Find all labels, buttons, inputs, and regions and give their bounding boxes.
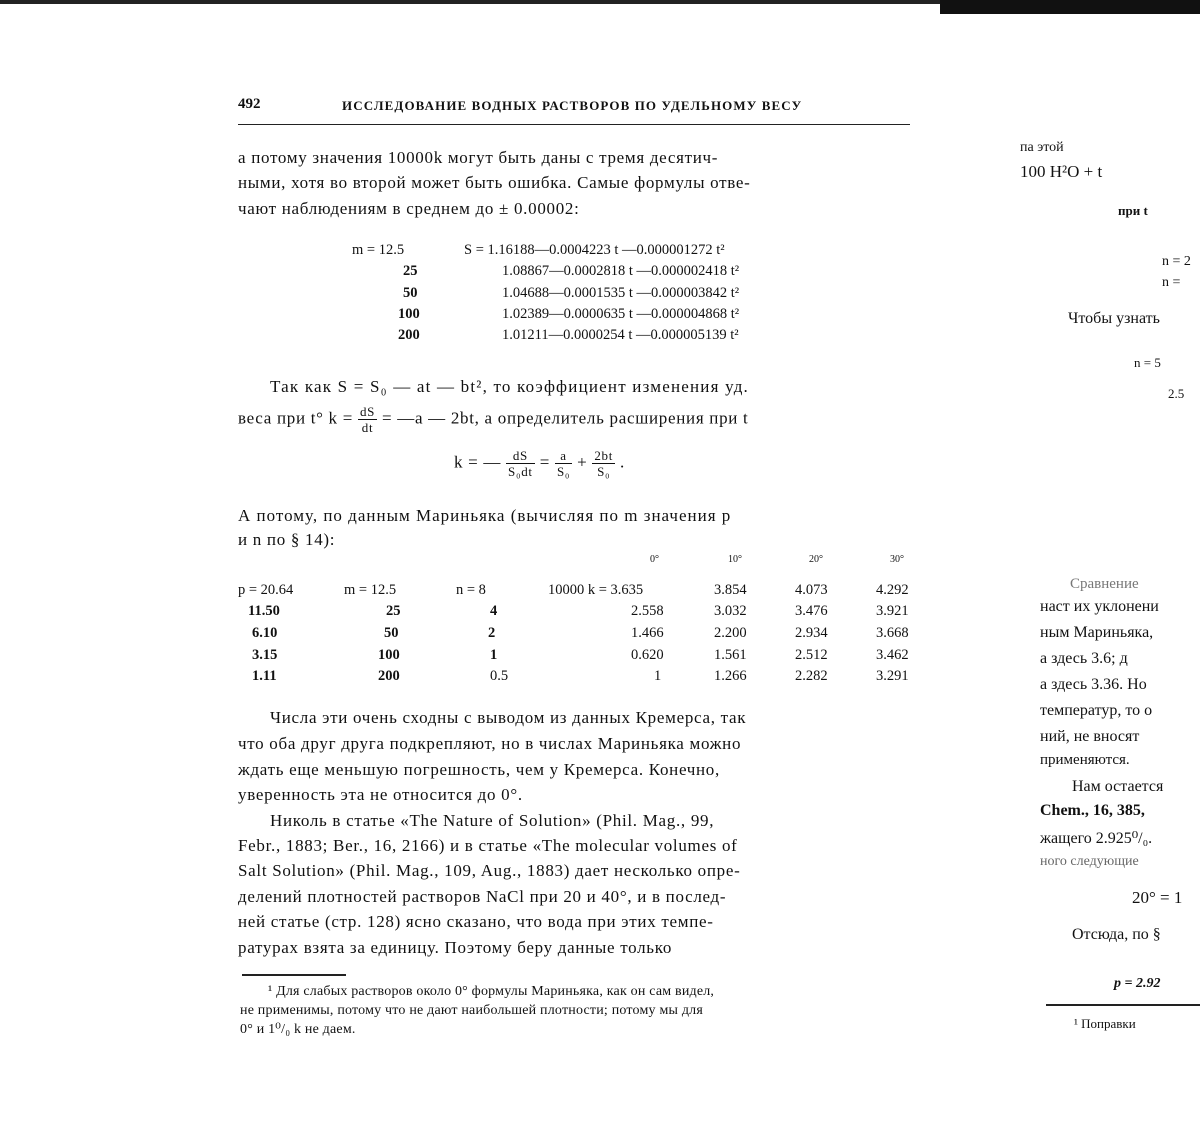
fraction-numerator: dS [359, 404, 376, 419]
right-page-text: ¹ Поправки [1074, 1016, 1136, 1031]
fraction-numerator: 2bt [594, 448, 614, 463]
table-row [238, 603, 918, 625]
scan-top-edge-right [940, 0, 1200, 14]
fraction-numerator: a [555, 448, 572, 464]
cell-k0: 1 [654, 668, 662, 684]
formula-expr: S = 1.16188—0.0004223 t —0.000001272 t² [464, 242, 725, 258]
cell-k10: 1.266 [714, 668, 747, 684]
footnote-line-3: 0° и 1⁰/₀ k не даем. [240, 1022, 356, 1037]
derivative-fraction [358, 404, 377, 435]
cell-p: 1.11 [252, 668, 277, 684]
para-b-line-4: уверенность эта не относится до 0°. [238, 785, 523, 804]
cell-k10: 3.854 [714, 582, 747, 598]
formula-expr: 1.04688—0.0001535 t —0.000003842 t² [502, 285, 740, 301]
cell-m: m = 12.5 [344, 582, 397, 598]
derivation-line-2 [238, 404, 748, 435]
cell-m: 50 [384, 625, 399, 641]
para-c-line-6: ратурах взята за единицу. Поэтому беру данные только [238, 938, 673, 957]
right-page-text: наст их уклонени [1040, 598, 1159, 615]
right-page-text: 20° = 1 [1132, 888, 1183, 907]
intro-line-3: чают наблюдениям в среднем до ± 0.00002: [238, 199, 580, 218]
footnote-line-2: не применимы, потому что не дают наибольшей плотности; потому мы для [240, 1003, 703, 1018]
cell-k30: 3.462 [876, 647, 909, 663]
cell-k20: 2.934 [795, 625, 828, 641]
fraction-denominator: dt [361, 420, 374, 435]
right-page-text: применяются. [1040, 752, 1130, 768]
right-page-text: ным Мариньяка, [1040, 624, 1154, 641]
formula-period: . [619, 452, 625, 472]
right-page-text: 2.5 [1168, 386, 1185, 401]
cell-k20: 4.073 [795, 582, 828, 598]
cell-k10: 2.200 [714, 625, 747, 641]
para-a-line-1: А потому, по данным Мариньяка (вычисляя по m значения p [238, 506, 732, 525]
formula-expr: 1.02389—0.0000635 t —0.000004868 t² [502, 306, 740, 322]
page-number: 492 [238, 96, 261, 112]
formula-plus: + [577, 452, 588, 472]
temp-header: 10° [728, 554, 742, 565]
temp-header: 20° [809, 554, 823, 565]
intro-line-1: а потому значения 10000k могут быть даны с тремя десятич- [238, 148, 719, 167]
right-page-text: Отсюда, по § [1072, 926, 1161, 943]
footnote-rule [242, 974, 346, 976]
cell-m: 100 [378, 647, 400, 663]
cell-p: 3.15 [252, 647, 278, 663]
cell-p: 6.10 [252, 625, 278, 641]
cell-p: 11.50 [248, 603, 280, 619]
cell-k10: 3.032 [714, 603, 747, 619]
temp-header: 0° [650, 554, 659, 565]
right-page-text: n = [1162, 275, 1181, 290]
para-c-line-4: делений плотностей растворов NaCl при 20 и 40°, и в послед- [238, 887, 727, 906]
cell-p: p = 20.64 [238, 582, 294, 598]
fraction-numerator: dS [506, 448, 535, 464]
right-page-text: а здесь 3.36. Но [1040, 676, 1147, 693]
para-c-line-1: Николь в статье «The Nature of Solution» (Phil. Mag., 99, [270, 811, 715, 830]
cell-k30: 4.292 [876, 582, 909, 598]
right-page-text: температур, то о [1040, 702, 1153, 719]
cell-k10: 1.561 [714, 647, 747, 663]
cell-k0: 10000 k = 3.635 [548, 582, 644, 598]
cell-n: 4 [490, 603, 498, 619]
cell-n: 1 [490, 647, 498, 663]
right-page-text: n = 5 [1134, 355, 1161, 370]
formula-expr: 1.08867—0.0002818 t —0.000002418 t² [502, 263, 740, 279]
formula-m: 25 [403, 263, 418, 279]
formula-m: 50 [403, 285, 418, 301]
derivation-text-b: = —a — 2bt, а определитель расширения при t [382, 408, 749, 428]
formula-m: 100 [398, 306, 420, 322]
para-b-line-1: Числа эти очень сходны с выводом из данных Кремерса, так [270, 708, 747, 727]
right-page-text: па этой [1020, 140, 1064, 155]
cell-k20: 2.512 [795, 647, 828, 663]
right-page-text: жащего 2.925⁰/₀. [1040, 830, 1153, 847]
derivation-text-a: веса при t° k = [238, 408, 353, 428]
scan-top-edge [0, 0, 940, 4]
formula-expr: 1.01211—0.0000254 t —0.000005139 t² [502, 327, 739, 343]
cell-k30: 3.921 [876, 603, 909, 619]
formula-fraction [506, 448, 535, 479]
right-page-text: ний, не вносят [1040, 728, 1140, 745]
fraction-denominator: S₀ [556, 464, 571, 479]
cell-m: 200 [378, 668, 400, 684]
table-row [238, 582, 918, 604]
fraction-denominator: S₀dt [508, 464, 533, 479]
right-page-text: Сравнение [1070, 576, 1139, 592]
right-page-text: при t [1118, 203, 1148, 218]
cell-n: n = 8 [456, 582, 486, 598]
table-row [238, 625, 918, 647]
para-c-line-5: ней статье (стр. 128) ясно сказано, что вода при этих темпе- [238, 912, 714, 931]
cell-n: 2 [488, 625, 496, 641]
right-page-text: Нам остается [1072, 778, 1164, 795]
right-page-text: p = 2.92 [1114, 976, 1161, 991]
cell-k20: 3.476 [795, 603, 828, 619]
right-page-text: 100 H²O + t [1020, 162, 1103, 181]
cell-k0: 1.466 [631, 625, 664, 641]
cell-m: 25 [386, 603, 401, 619]
cell-k0: 2.558 [631, 603, 664, 619]
para-c-line-2: Febr., 1883; Ber., 16, 2166) и в статье «The molecular volumes of [238, 836, 738, 855]
formula-m: 200 [398, 327, 420, 343]
formula-m: m = 12.5 [352, 242, 405, 258]
cell-k0: 0.620 [631, 647, 664, 663]
formula-fraction [592, 448, 615, 479]
para-a-line-2: и n по § 14): [238, 530, 336, 549]
para-b-line-2: что оба друг друга подкрепляют, но в числах Мариньяка можно [238, 734, 742, 753]
formula-equals: = [539, 452, 550, 472]
cell-k20: 2.282 [795, 668, 828, 684]
cell-n: 0.5 [490, 668, 509, 684]
para-b-line-3: ждать еще меньшую погрешность, чем у Кремерса. Конечно, [238, 760, 720, 779]
cell-k30: 3.291 [876, 668, 909, 684]
formula-row [340, 327, 810, 349]
table-row [238, 647, 918, 669]
table-row [238, 668, 918, 690]
footnote [240, 982, 918, 1039]
para-c-line-3: Salt Solution» (Phil. Mag., 109, Aug., 1883) дает несколько опре- [238, 861, 741, 880]
running-title: ИССЛЕДОВАНИЕ ВОДНЫХ РАСТВОРОВ ПО УДЕЛЬНОМУ ВЕСУ [342, 98, 803, 113]
intro-line-2: ными, хотя во второй может быть ошибка. Самые формулы отве- [238, 173, 751, 192]
right-page-text: Chem., 16, 385, [1040, 802, 1145, 819]
formula-row [340, 242, 810, 264]
formula-row [340, 263, 810, 285]
formula-row [340, 306, 810, 328]
derivation-line-1: Так как S = S₀ — at — bt², то коэффициент изменения уд. [270, 377, 749, 396]
formula-row [340, 285, 810, 307]
right-page-text: n = 2 [1162, 254, 1191, 269]
footnote-line-1: ¹ Для слабых растворов около 0° формулы Мариньяка, как он сам видел, [268, 984, 715, 999]
right-footnote-rule [1046, 1004, 1200, 1006]
cell-k30: 3.668 [876, 625, 909, 641]
page-header [238, 96, 910, 125]
table-header [238, 554, 918, 572]
formula-fraction [555, 448, 572, 479]
right-page-text: а здесь 3.6; д [1040, 650, 1128, 667]
temp-header: 30° [890, 554, 904, 565]
formula-lhs: k = — [454, 452, 502, 472]
fraction-denominator: S₀ [597, 464, 611, 479]
right-page-text: ного следующие [1040, 854, 1139, 869]
expansion-formula [454, 448, 625, 479]
right-page-text: Чтобы узнать [1068, 310, 1160, 327]
